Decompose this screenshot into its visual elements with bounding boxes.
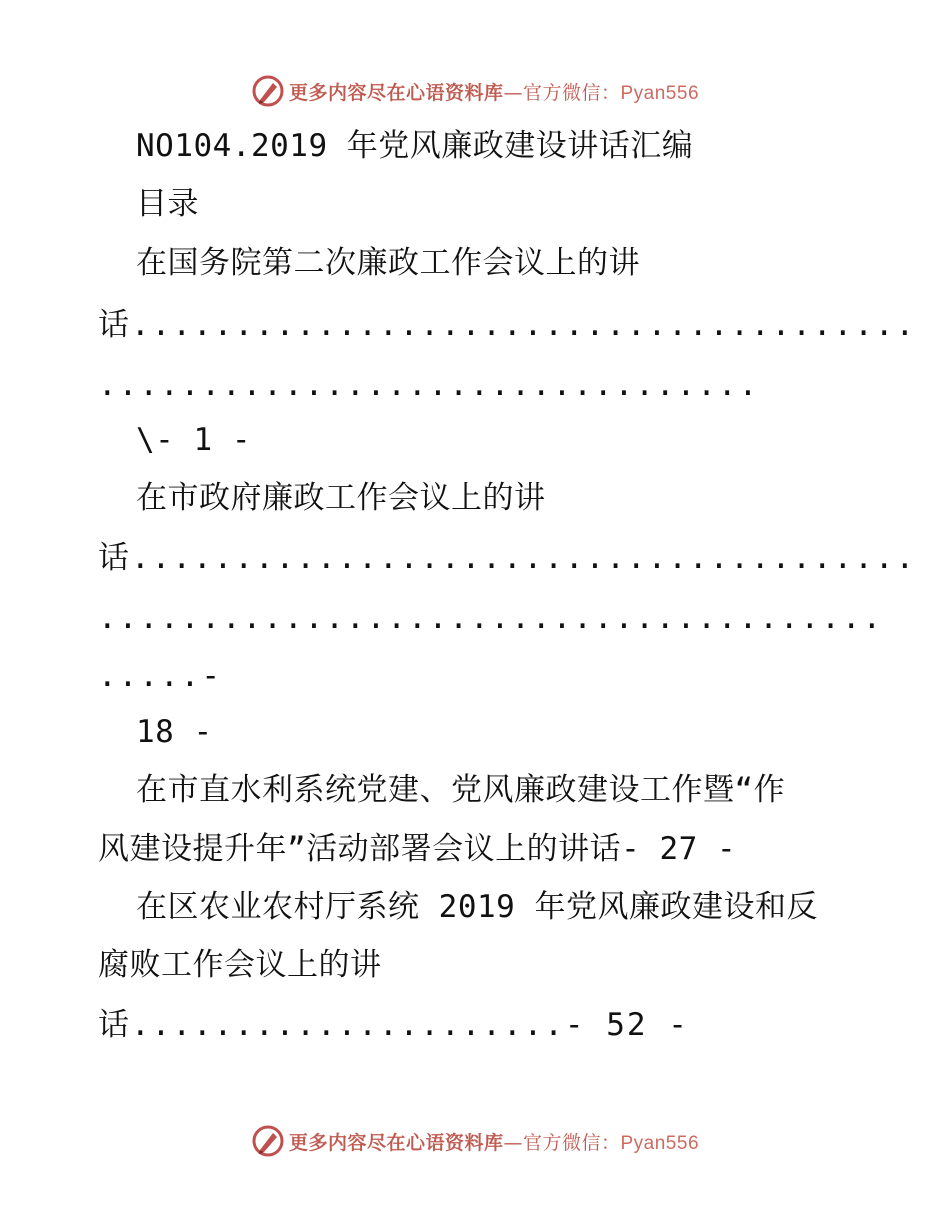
- toc-entry-1-page: \- 1 -: [136, 422, 251, 458]
- document-title: NO104.2019 年党风廉政建设讲话汇编: [136, 128, 694, 164]
- banner-text: [289, 1128, 699, 1155]
- banner-official: 官方微信：: [522, 1131, 621, 1154]
- banner-label: 更多内容尽在心语资料库: [288, 81, 504, 104]
- toc-entry-3-line-2: 风建设提升年”活动部署会议上的讲话- 27 -: [98, 831, 737, 867]
- banner-wechat-handle: Pyan556: [620, 1132, 700, 1154]
- pen-nib-logo-icon: [251, 1124, 285, 1158]
- banner-text: [289, 78, 699, 105]
- toc-entry-1-line-2: 话......................................: [98, 307, 917, 343]
- toc-entry-4-line-1: 在区农业农村厅系统 2019 年党风廉政建设和反: [136, 889, 818, 925]
- toc-entry-4-line-3: 话.....................- 52 -: [98, 1007, 689, 1043]
- toc-entry-2-line-3: ......................................: [98, 600, 884, 636]
- toc-entry-4-line-2: 腐败工作会议上的讲: [98, 947, 382, 983]
- toc-entry-2-line-4: .....-: [98, 658, 222, 694]
- banner-wechat-handle: Pyan556: [620, 82, 700, 104]
- pen-nib-logo-icon: [251, 74, 285, 108]
- toc-heading: 目录: [136, 186, 199, 222]
- banner-label: 更多内容尽在心语资料库: [288, 1131, 504, 1154]
- toc-entry-1-line-3: ................................: [98, 367, 760, 403]
- header-watermark-banner: [0, 71, 950, 111]
- toc-entry-3-line-1: 在市直水利系统党建、党风廉政建设工作暨“作: [136, 772, 786, 808]
- banner-separator: —: [503, 81, 523, 104]
- toc-entry-2-line-1: 在市政府廉政工作会议上的讲: [136, 480, 546, 516]
- toc-entry-1-line-1: 在国务院第二次廉政工作会议上的讲: [136, 245, 640, 281]
- banner-separator: —: [503, 1131, 523, 1154]
- footer-watermark-banner: [0, 1121, 950, 1161]
- toc-entry-2-line-2: 话......................................: [98, 540, 917, 576]
- banner-official: 官方微信：: [522, 81, 621, 104]
- toc-entry-2-page: 18 -: [136, 714, 213, 750]
